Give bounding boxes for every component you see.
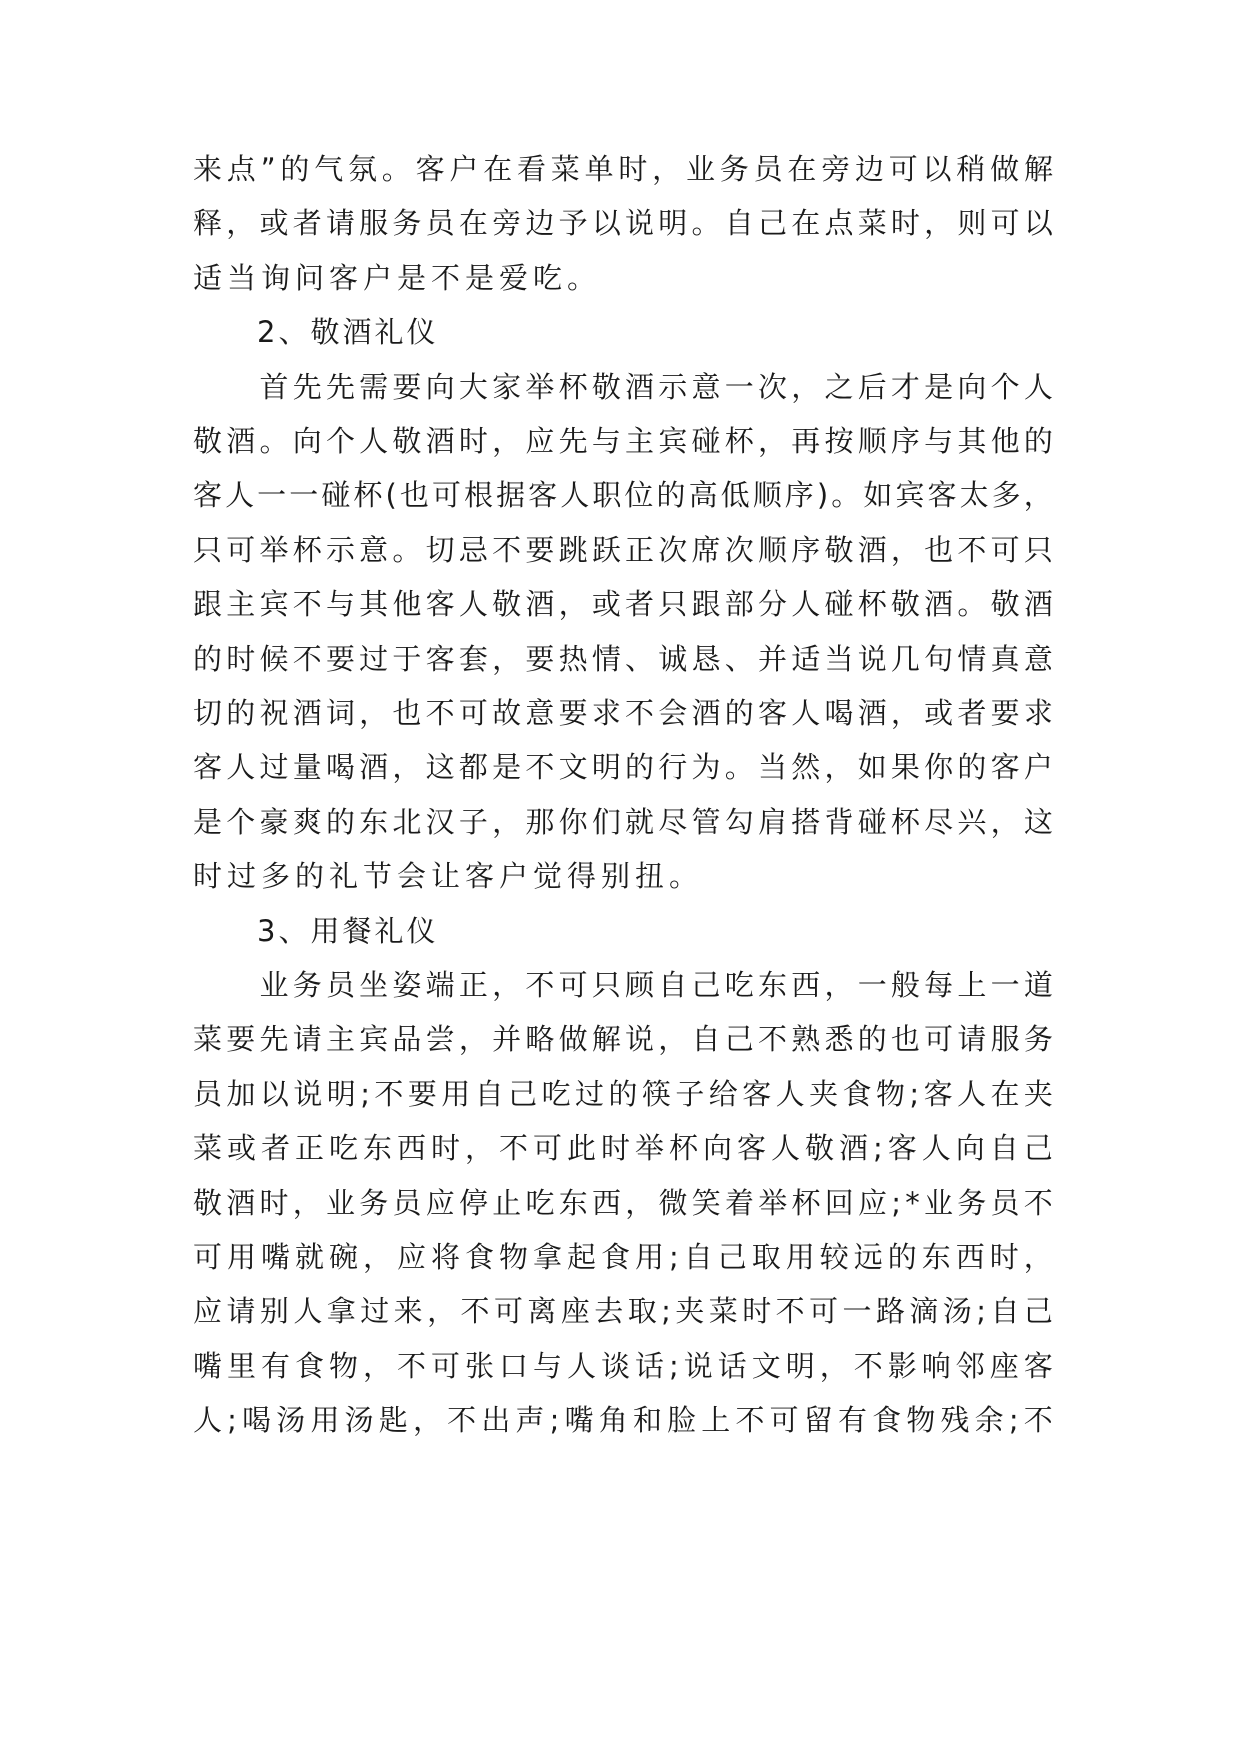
paragraph-line: 菜 或 者 正 吃 东 西 时 ， 不 可 此 时 举 杯 向 客 人 敬 酒 ; 客 人 向 自 己 [193,1131,1053,1166]
paragraph-line: 应 请 别 人 拿 过 来 ， 不 可 离 座 去 取 ; 夹 菜 时 不 可 一 路 滴 汤 ; 自 己 [193,1294,1053,1329]
paragraph-line: 来 点 ” 的 气 氛 。 客 户 在 看 菜 单 时 ， 业 务 员 在 旁 边 可 以 稍 做 解 [193,152,1053,186]
section-heading: 3、用餐礼仪 [257,913,439,948]
paragraph-line: 时过多的礼节会让客户觉得别扭。 [193,859,704,894]
paragraph-line: 只 可 举 杯 示 意 。 切 忌 不 要 跳 跃 正 次 席 次 顺 序 敬 酒 ， 也 不 可 只 [193,532,1053,567]
paragraph-line: 释 ， 或 者 请 服 务 员 在 旁 边 予 以 说 明 。 自 己 在 点 菜 时 ， 则 可 以 [193,206,1053,241]
paragraph-line: 菜 要 先 请 主 宾 品 尝 ， 并 略 做 解 说 ， 自 己 不 熟 悉 的 也 可 请 服 务 [193,1022,1053,1057]
section-heading: 2、敬酒礼仪 [257,315,439,350]
paragraph-line: 首 先 先 需 要 向 大 家 举 杯 敬 酒 示 意 一 次 ， 之 后 才 是 向 个 人 [259,369,1053,404]
paragraph-line: 可 用 嘴 就 碗 ， 应 将 食 物 拿 起 食 用 ; 自 己 取 用 较 远 的 东 西 时 ， [193,1240,1053,1274]
paragraph-line: 客 人 过 量 喝 酒 ， 这 都 是 不 文 明 的 行 为 。 当 然 ， 如 果 你 的 客 户 [193,750,1053,785]
paragraph-line: 业 务 员 坐 姿 端 正 ， 不 可 只 顾 自 己 吃 东 西 ， 一 般 每 上 一 道 [259,968,1053,1002]
paragraph-line: 切 的 祝 酒 词 ， 也 不 可 故 意 要 求 不 会 酒 的 客 人 喝 酒 ， 或 者 要 求 [193,696,1053,730]
paragraph-line: 客 人 一 一 碰 杯 ( 也 可 根 据 客 人 职 位 的 高 低 顺 序 ) 。 如 宾 客 太 多 ， [193,478,1053,513]
paragraph-line: 员 加 以 说 明 ; 不 要 用 自 己 吃 过 的 筷 子 给 客 人 夹 食 物 ; 客 人 在 夹 [193,1076,1053,1111]
paragraph-line: 跟 主 宾 不 与 其 他 客 人 敬 酒 ， 或 者 只 跟 部 分 人 碰 杯 敬 酒 。 敬 酒 [193,587,1053,622]
paragraph-line: 人 ; 喝 汤 用 汤 匙 ， 不 出 声 ; 嘴 角 和 脸 上 不 可 留 有 食 物 残 余 ; 不 [193,1403,1053,1438]
paragraph-line: 的 时 候 不 要 过 于 客 套 ， 要 热 情 、 诚 恳 、 并 适 当 说 几 句 情 真 意 [193,641,1053,676]
paragraph-line: 敬 酒 时 ， 业 务 员 应 停 止 吃 东 西 ， 微 笑 着 举 杯 回 应 ; * 业 务 员 不 [193,1185,1053,1220]
paragraph-line: 嘴 里 有 食 物 ， 不 可 张 口 与 人 谈 话 ; 说 话 文 明 ， 不 影 响 邻 座 客 [193,1348,1053,1383]
paragraph-line: 是 个 豪 爽 的 东 北 汉 子 ， 那 你 们 就 尽 管 勾 肩 搭 背 碰 杯 尽 兴 ， 这 [193,804,1053,839]
paragraph-line: 敬 酒 。 向 个 人 敬 酒 时 ， 应 先 与 主 宾 碰 杯 ， 再 按 顺 序 与 其 他 的 [193,424,1053,458]
paragraph-line: 适当询问客户是不是爱吃。 [193,260,602,295]
